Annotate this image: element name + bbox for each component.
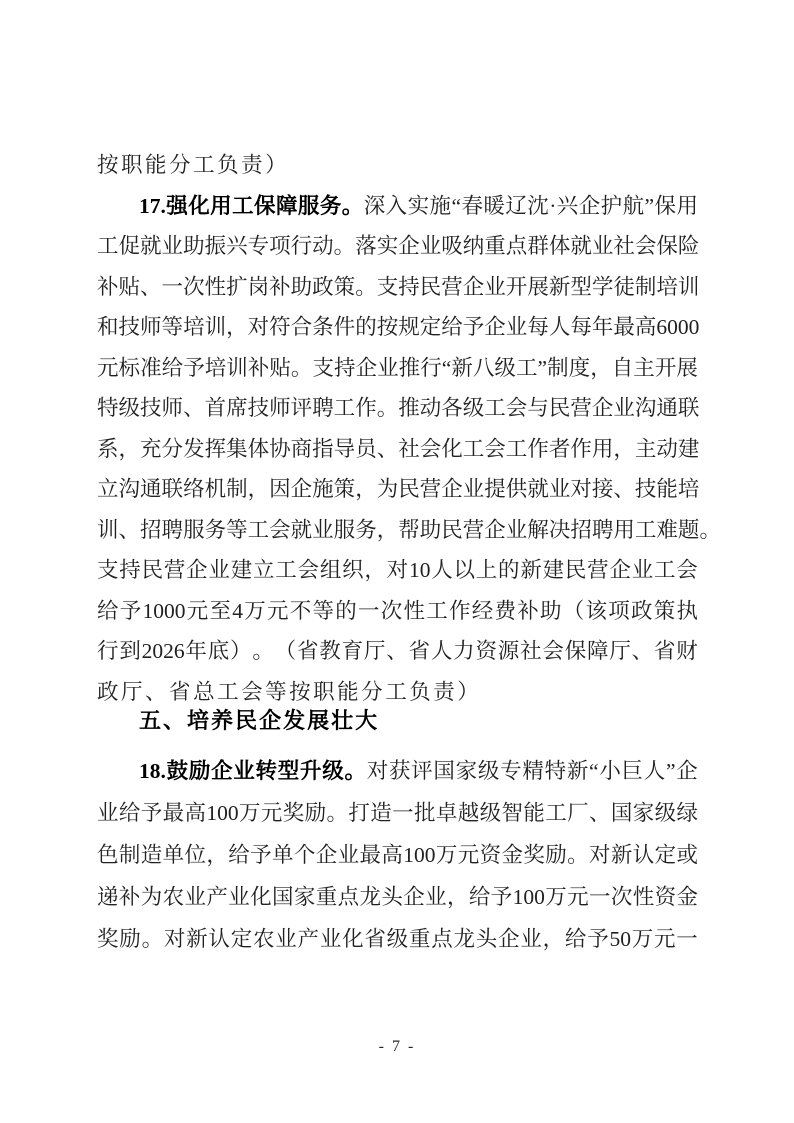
- text-line: 17. 强 化 用 工 保 障 服 务 。 深 入 实 施 “ 春 暖 辽 沈 · 兴 企 护 航 ” 保 用: [139, 194, 698, 218]
- text-line: 立 沟 通 联 络 机 制 ， 因 企 施 策 ， 为 民 营 企 业 提 供 就 业 对 接 、 技 能 培: [97, 477, 700, 501]
- document-body: [97, 0, 721, 1123]
- text-line: 和 技 师 等 培 训 ， 对 符 合 条 件 的 按 规 定 给 予 企 业 每 人 每 年 最 高 6000: [97, 315, 700, 339]
- text-line: 政 厅 、 省 总 工 会 等 按 职 能 分 工 负 责 ）: [97, 680, 479, 704]
- text-line: 行 到 2026 年 底 ） 。 （ 省 教 育 厅 、 省 人 力 资 源 社 会 保 障 厅 、 省 财: [97, 639, 698, 663]
- text-line: 18. 鼓 励 企 业 转 型 升 级 。 对 获 评 国 家 级 专 精 特 新 “ 小 巨 人 ” 企: [139, 759, 698, 783]
- text-line: 训 、 招 聘 服 务 等 工 会 就 业 服 务 ， 帮 助 民 营 企 业 解 决 招 聘 用 工 难 题 。: [97, 518, 721, 542]
- text-line: 特 级 技 师 、 首 席 技 师 评 聘 工 作 。 推 动 各 级 工 会 与 民 营 企 业 沟 通 联: [97, 396, 700, 420]
- text-line: 系 ， 充 分 发 挥 集 体 协 商 指 导 员 、 社 会 化 工 会 工 作 者 作 用 ， 主 动 建: [97, 437, 700, 461]
- text-line: 按 职 能 分 工 负 责 ）: [97, 153, 287, 177]
- section-heading: 五 、 培 养 民 企 发 展 壮 大: [139, 708, 378, 733]
- text-line: 色 制 造 单 位 ， 给 予 单 个 企 业 最 高 100 万 元 资 金 奖 励 。 对 新 认 定 或: [97, 843, 698, 867]
- page-footer: [0, 1038, 794, 1056]
- text-line: 奖 励 。 对 新 认 定 农 业 产 业 化 省 级 重 点 龙 头 企 业 ， 给 予 50 万 元 一: [97, 927, 698, 951]
- page-number: - 7 -: [378, 1038, 416, 1055]
- text-line: 工 促 就 业 助 振 兴 专 项 行 动 。 落 实 企 业 吸 纳 重 点 群 体 就 业 社 会 保 险: [97, 234, 700, 258]
- text-line: 元 标 准 给 予 培 训 补 贴 。 支 持 企 业 推 行 “ 新 八 级 工 ” 制 度 ， 自 主 开 展: [97, 356, 698, 380]
- text-line: 递 补 为 农 业 产 业 化 国 家 重 点 龙 头 企 业 ， 给 予 100 万 元 一 次 性 资 金: [97, 885, 698, 909]
- text-line: 支 持 民 营 企 业 建 立 工 会 组 织 ， 对 10 人 以 上 的 新 建 民 营 企 业 工 会: [97, 558, 698, 582]
- text-line: 给 予 1000 元 至 4 万 元 不 等 的 一 次 性 工 作 经 费 补 助 （ 该 项 政 策 执: [97, 599, 698, 623]
- text-line: 业 给 予 最 高 100 万 元 奖 励 。 打 造 一 批 卓 越 级 智 能 工 厂 、 国 家 级 绿: [97, 801, 698, 825]
- text-line: 补 贴 、 一 次 性 扩 岗 补 助 政 策 。 支 持 民 营 企 业 开 展 新 型 学 徒 制 培 训: [97, 275, 700, 299]
